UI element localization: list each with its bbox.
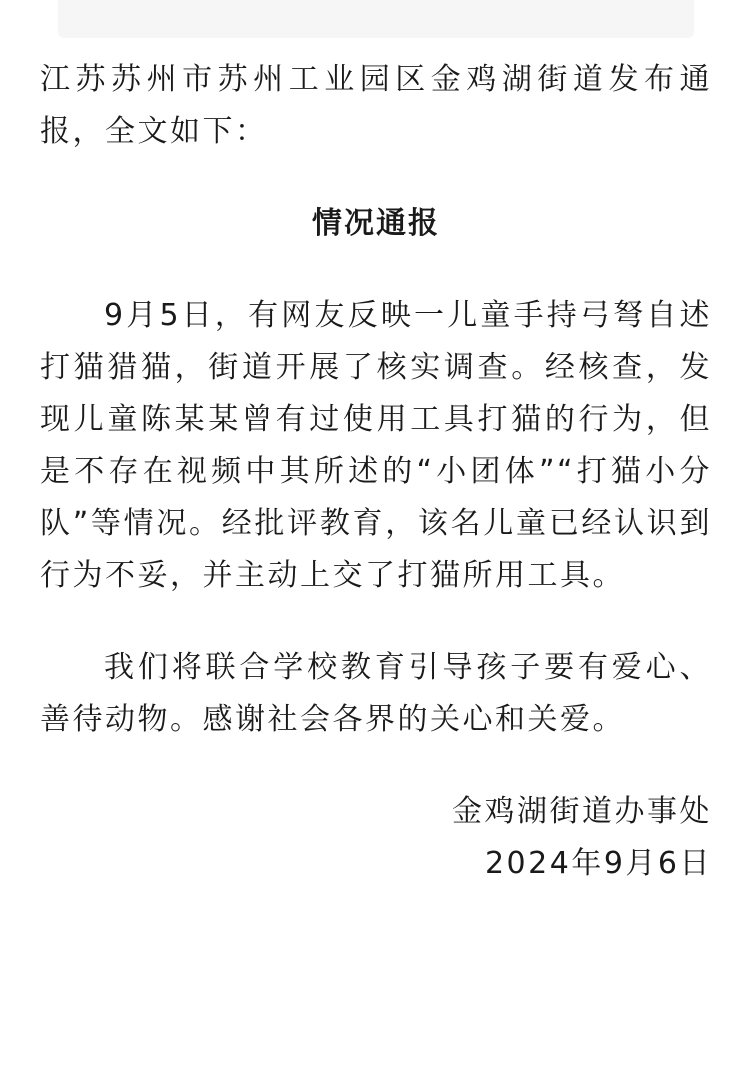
notice-heading: 情况通报	[312, 206, 440, 241]
intro-paragraph: 江苏苏州市苏州工业园区金鸡湖街道发布通报，全文如下：	[40, 62, 712, 149]
notice-paragraph-2: 我们将联合学校教育引导孩子要有爱心、善待动物。感谢社会各界的关心和关爱。	[40, 650, 712, 737]
article-body	[40, 54, 712, 890]
top-banner-strip	[58, 0, 694, 38]
signature-date: 2024年9月6日	[484, 846, 712, 881]
notice-paragraph-1: 9月5日，有网友反映一儿童手持弓弩自述打猫猎猫，街道开展了核实调查。经核查，发现儿童陈某某曾有过使用工具打猫的行为，但是不存在视频中其所述的“小团体”“打猫小分队”等情况。经批评教育，该名儿童已经认识到行为不妥，并主动上交了打猫所用工具。	[40, 298, 712, 593]
signature-office: 金鸡湖街道办事处	[452, 794, 712, 829]
